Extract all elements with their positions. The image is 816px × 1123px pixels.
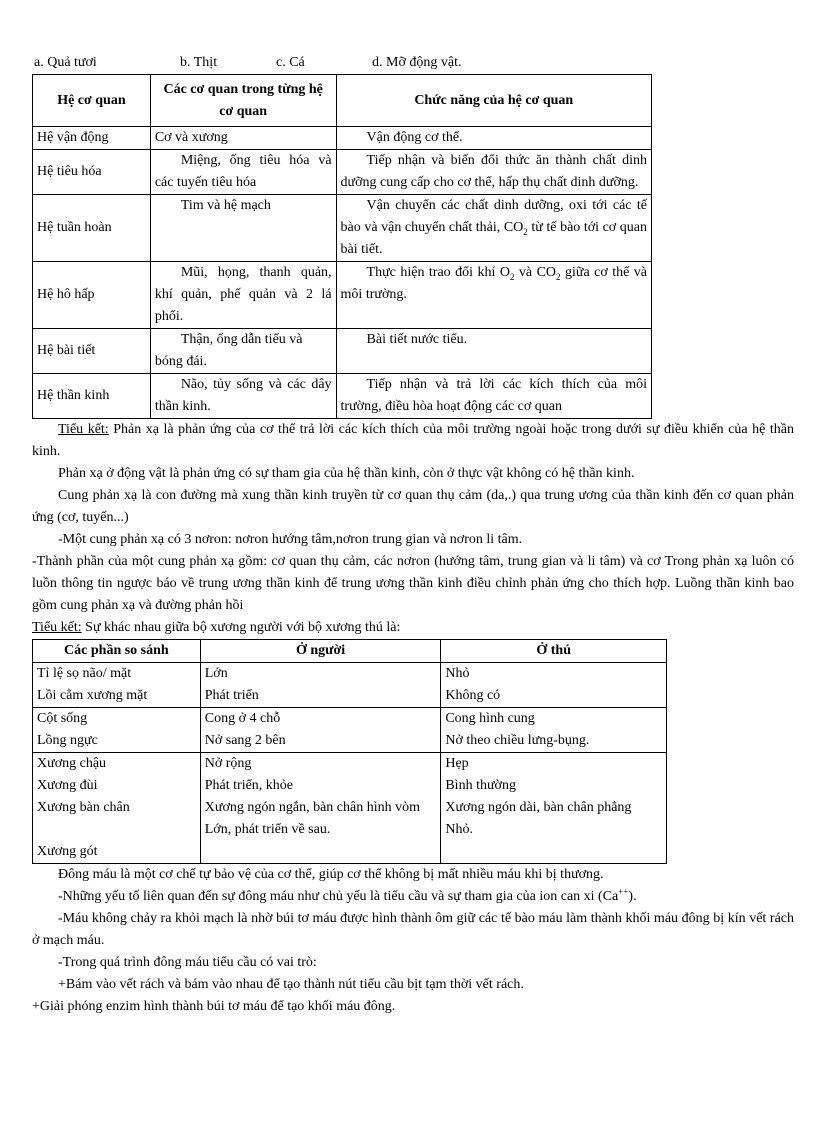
compare-parts xyxy=(33,753,201,864)
human-value: Nở sang 2 bên xyxy=(204,733,286,748)
compare-animal xyxy=(441,708,667,753)
part-label: Xương chậu xyxy=(37,756,107,771)
header-parts: Các phần so sánh xyxy=(33,640,201,663)
system-organs: Miệng, ống tiêu hóa và các tuyến tiêu hóa xyxy=(150,150,336,195)
system-organs: Tim và hệ mạch xyxy=(150,195,336,262)
subscript: 2 xyxy=(556,271,561,282)
header-system: Hệ cơ quan xyxy=(33,75,151,127)
system-name: Hệ thần kinh xyxy=(33,374,151,419)
summary-label: Tiểu kết: xyxy=(32,620,82,635)
skeleton-comparison-table xyxy=(32,639,667,864)
compare-parts xyxy=(33,663,201,708)
answer-options xyxy=(32,52,794,74)
summary-label: Tiểu kết: xyxy=(58,422,109,437)
header-human: Ở người xyxy=(200,640,441,663)
paragraph: -Trong quá trình đông máu tiểu cầu có vai trò: xyxy=(58,955,317,970)
animal-value: Cong hình cung xyxy=(445,711,535,726)
animal-value: Không có xyxy=(445,688,501,703)
system-function: Tiếp nhận và trả lời các kích thích của môi trường, điều hòa hoạt động các cơ quan xyxy=(336,374,651,419)
subscript: 2 xyxy=(509,271,515,282)
table-row xyxy=(33,195,652,262)
system-function: Vận động cơ thể. xyxy=(336,127,651,150)
part-label: Xương gót xyxy=(37,844,98,859)
header-animal: Ở thú xyxy=(441,640,667,663)
option-c: c. Cá xyxy=(276,55,305,70)
function-text: Thực hiện trao đổi khí O xyxy=(366,265,510,280)
part-label: Xương đùi xyxy=(37,778,98,793)
system-organs: Não, tủy sống và các dây thần kinh. xyxy=(150,374,336,419)
compare-animal xyxy=(441,753,667,864)
compare-human xyxy=(200,708,441,753)
human-value: Lớn xyxy=(204,666,228,681)
human-value: Xương ngón ngắn, bàn chân hình vòm xyxy=(204,800,420,815)
part-label: Cột sống xyxy=(37,711,88,726)
system-name: Hệ hô hấp xyxy=(33,262,151,329)
table-row xyxy=(33,753,667,864)
compare-animal xyxy=(441,663,667,708)
function-text: giữa cơ thể và môi trường. xyxy=(340,265,647,302)
system-organs: Mũi, họng, thanh quản, khí quản, phế quản và 2 lá phổi. xyxy=(150,262,336,329)
table-row xyxy=(33,127,652,150)
human-value: Phát triển, khỏe xyxy=(204,778,294,793)
option-d: d. Mỡ động vật. xyxy=(372,55,462,70)
paragraph-text: ). xyxy=(628,889,637,904)
part-spacer xyxy=(37,819,196,841)
part-label: Lồng ngực xyxy=(37,733,98,748)
paragraph: Cung phản xạ là con đường mà xung thần kinh truyền từ cơ quan thụ cảm (da,.) qua trung ương của thần kinh đến cơ quan phản ứng (cơ, tuyến...) xyxy=(32,488,794,525)
paragraph: Đông máu là một cơ chế tự bảo vệ của cơ thể, giúp cơ thể không bị mất nhiều máu khi bị thương. xyxy=(58,867,604,882)
table-row xyxy=(33,663,667,708)
system-organs: Thận, ống dẫn tiểu và bóng đái. xyxy=(150,329,336,374)
human-value: Cong ở 4 chỗ xyxy=(204,711,281,726)
compare-parts xyxy=(33,708,201,753)
system-name: Hệ vận động xyxy=(33,127,151,150)
table-row xyxy=(33,374,652,419)
function-text: từ tế bào tới cơ quan bài tiết. xyxy=(340,220,647,257)
table-header-row xyxy=(33,75,652,127)
table-row xyxy=(33,329,652,374)
paragraph: Phản xạ ở động vật là phản ứng có sự tham gia của hệ thần kinh, còn ở thực vật không có hệ thần kinh. xyxy=(58,466,635,481)
animal-value: Nhỏ xyxy=(445,666,470,681)
organ-systems-table xyxy=(32,74,652,419)
document-page xyxy=(32,52,794,1018)
animal-value: Bình thường xyxy=(445,778,516,793)
compare-human xyxy=(200,663,441,708)
paragraph-text: -Những yếu tố liên quan đến sự đông máu như chủ yếu là tiểu cầu và sự tham gia của ion can xi (Ca xyxy=(58,889,619,904)
function-text: Vận chuyển các chất dinh dưỡng, oxi tới các tế bào và vận chuyển chất thải, CO xyxy=(340,198,647,235)
paragraph: -Máu không chảy ra khỏi mạch là nhờ búi tơ máu được hình thành ôm giữ các tế bào máu làm thành khối máu đông bị kín vết rách ở mạch máu. xyxy=(32,911,794,948)
option-b: b. Thịt xyxy=(180,55,218,70)
human-value: Nở rộng xyxy=(204,756,252,771)
table-row xyxy=(33,150,652,195)
animal-value: Xương ngón dài, bàn chân phẳng xyxy=(445,800,632,815)
animal-value: Nhỏ. xyxy=(445,822,473,837)
human-value: Lớn, phát triển về sau. xyxy=(204,822,331,837)
system-function: Bài tiết nước tiểu. xyxy=(336,329,651,374)
summary-reflex xyxy=(32,419,794,463)
summary-skeleton xyxy=(32,617,794,639)
subscript: 2 xyxy=(523,226,528,237)
table-row xyxy=(33,262,652,329)
system-organs: Cơ và xương xyxy=(150,127,336,150)
header-function: Chức năng của hệ cơ quan xyxy=(336,75,651,127)
system-name: Hệ bài tiết xyxy=(33,329,151,374)
animal-value: Hẹp xyxy=(445,756,469,771)
system-name: Hệ tiêu hóa xyxy=(33,150,151,195)
summary-text: Phản xạ là phản ứng của cơ thể trả lời các kích thích của môi trường ngoài hoặc trong dưới sự điều khiển của hệ thần kinh. xyxy=(32,422,795,459)
table-header-row xyxy=(33,640,667,663)
paragraph: +Giải phóng enzim hình thành búi tơ máu để tạo khối máu đông. xyxy=(32,999,396,1014)
part-label: Lồi cằm xương mặt xyxy=(37,688,148,703)
compare-human xyxy=(200,753,441,864)
option-a: a. Quả tươi xyxy=(34,55,97,70)
superscript: ++ xyxy=(618,886,629,897)
system-name: Hệ tuần hoàn xyxy=(33,195,151,262)
part-label: Tỉ lệ sọ não/ mặt xyxy=(37,666,132,681)
paragraph: -Một cung phản xạ có 3 nơron: nơron hướng tâm,nơron trung gian và nơron li tâm. xyxy=(58,532,523,547)
system-function xyxy=(336,195,651,262)
human-value: Phát triển xyxy=(204,688,259,703)
header-organs: Các cơ quan trong từng hệ cơ quan xyxy=(150,75,336,127)
part-label: Xương bàn chân xyxy=(37,800,130,815)
animal-value: Nở theo chiều lưng-bụng. xyxy=(445,733,590,748)
paragraph xyxy=(32,886,794,908)
function-text: và CO xyxy=(514,265,557,280)
paragraph: -Thành phần của một cung phản xạ gồm: cơ quan thụ cảm, các nơron (hướng tâm, trung gian và li tâm) và cơ Trong phản xạ luôn có luồn thông tin ngược báo về trung ương thần kinh để trung ương thần kinh điều chỉnh phản ứng cho thích hợp. Luồng thần kinh bao gồm cung phản xạ và đường phản hồi xyxy=(32,554,794,613)
table-row xyxy=(33,708,667,753)
system-function xyxy=(336,262,651,329)
summary-text: Sự khác nhau giữa bộ xương người với bộ xương thú là: xyxy=(81,620,401,635)
paragraph: +Bám vào vết rách và bám vào nhau để tạo thành nút tiểu cầu bịt tạm thời vết rách. xyxy=(58,977,524,992)
system-function: Tiếp nhận và biến đổi thức ăn thành chất dinh dưỡng cung cấp cho cơ thể, hấp thụ chất dinh dưỡng. xyxy=(336,150,651,195)
